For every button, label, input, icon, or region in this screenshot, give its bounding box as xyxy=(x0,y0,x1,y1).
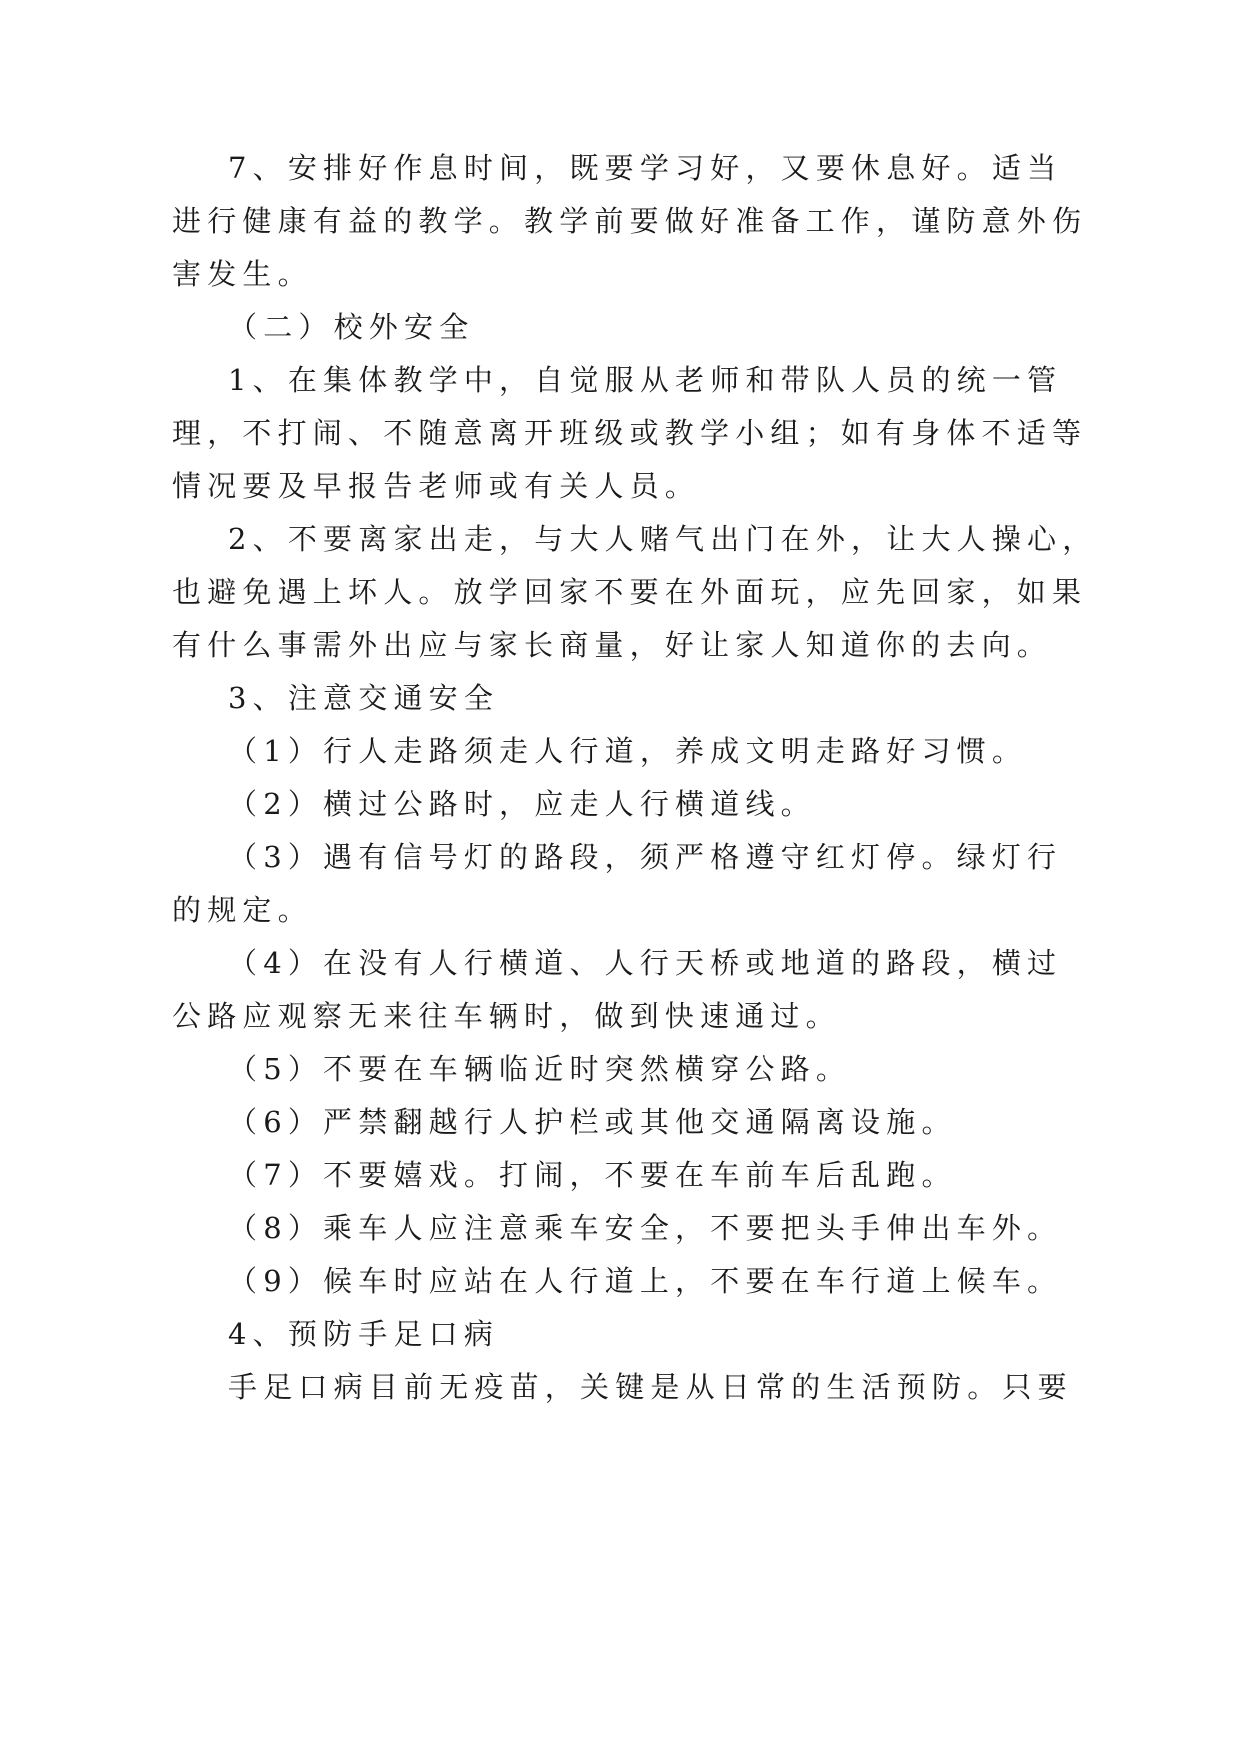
paragraph-line: 害发生。 xyxy=(172,257,313,291)
paragraph-line: 也避免遇上坏人。放学回家不要在外面玩，应先回家，如果 xyxy=(172,575,1088,609)
list-item: （6）严禁翻越行人护栏或其他交通隔离设施。 xyxy=(228,1105,957,1139)
list-item: （2）横过公路时，应走人行横道线。 xyxy=(228,787,816,821)
list-item-continuation: 的规定。 xyxy=(172,893,313,927)
list-item: （4）在没有人行横道、人行天桥或地道的路段，横过 xyxy=(228,946,1063,980)
paragraph-line: 手足口病目前无疫苗，关键是从日常的生活预防。只要 xyxy=(228,1370,1073,1404)
list-item: （1）行人走路须走人行道，养成文明走路好习惯。 xyxy=(228,734,1028,768)
paragraph-line: 2、不要离家出走，与大人赌气出门在外，让大人操心， xyxy=(228,522,1098,556)
section-heading: （二）校外安全 xyxy=(228,310,475,344)
subsection-heading: 4、预防手足口病 xyxy=(228,1317,500,1351)
paragraph-line: 7、安排好作息时间，既要学习好，又要休息好。适当 xyxy=(228,151,1063,185)
list-item-continuation: 公路应观察无来往车辆时，做到快速通过。 xyxy=(172,999,841,1033)
subsection-heading: 3、注意交通安全 xyxy=(228,681,500,715)
list-item: （8）乘车人应注意乘车安全，不要把头手伸出车外。 xyxy=(228,1211,1063,1245)
list-item: （3）遇有信号灯的路段，须严格遵守红灯停。绿灯行 xyxy=(228,840,1063,874)
paragraph-line: 理，不打闹、不随意离开班级或教学小组；如有身体不适等 xyxy=(172,416,1088,450)
list-item: （5）不要在车辆临近时突然横穿公路。 xyxy=(228,1052,852,1086)
list-item: （9）候车时应站在人行道上，不要在车行道上候车。 xyxy=(228,1264,1063,1298)
paragraph-line: 进行健康有益的教学。教学前要做好准备工作，谨防意外伤 xyxy=(172,204,1088,238)
paragraph-line: 有什么事需外出应与家长商量，好让家人知道你的去向。 xyxy=(172,628,1053,662)
paragraph-line: 情况要及早报告老师或有关人员。 xyxy=(172,469,701,503)
paragraph-line: 1、在集体教学中，自觉服从老师和带队人员的统一管 xyxy=(228,363,1063,397)
list-item: （7）不要嬉戏。打闹，不要在车前车后乱跑。 xyxy=(228,1158,957,1192)
